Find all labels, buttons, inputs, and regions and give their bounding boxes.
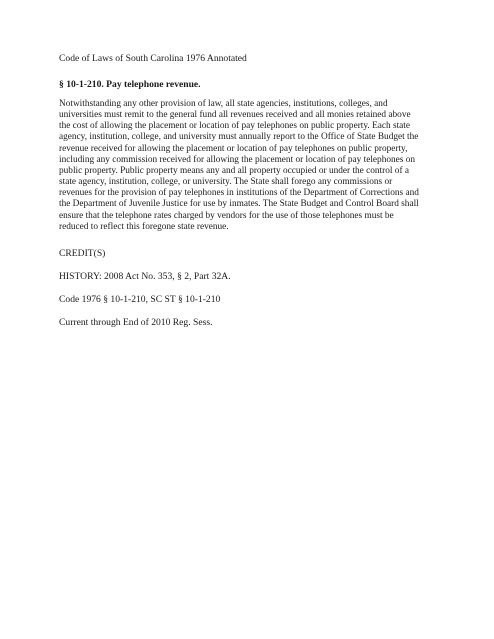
statute-body-line: Notwithstanding any other provision of law, all state agencies, institutions, colleges, and xyxy=(59,99,388,109)
history-line: HISTORY: 2008 Act No. 353, § 2, Part 32A. xyxy=(59,270,231,282)
statute-body xyxy=(59,99,439,233)
statute-body-line: the cost of allowing the placement or location of pay telephones on public property. Each state xyxy=(59,121,411,132)
statute-body-line: state agency, institution, college, or university. The State shall forego any commissions or xyxy=(59,177,393,188)
statute-body-line: agency, institution, college, and university must annually report to the Office of State Budget the xyxy=(59,132,419,143)
statute-body-line: the Department of Juvenile Justice for use by inmates. The State Budget and Control Board shall xyxy=(59,199,419,210)
section-title: § 10-1-210. Pay telephone revenue. xyxy=(59,79,201,90)
document-page xyxy=(59,53,439,340)
code-reference: Code 1976 § 10-1-210, SC ST § 10-1-210 xyxy=(59,293,221,305)
statute-body-line: revenue received for allowing the placement or location of pay telephones on public property, xyxy=(59,143,408,154)
statute-body-line: public property. Public property means any and all property occupied or under the control of a xyxy=(59,165,409,176)
document-header: Code of Laws of South Carolina 1976 Annotated xyxy=(59,53,247,64)
statute-body-line: reduced to reflect this foregone state revenue. xyxy=(59,221,229,232)
statute-body-line: revenues for the provision of pay telephones in institutions of the Department of Corrections and xyxy=(59,188,419,199)
currency-note: Current through End of 2010 Reg. Sess. xyxy=(59,316,213,328)
statute-body-line: ensure that the telephone rates charged by vendors for the use of those telephones must be xyxy=(59,210,394,221)
statute-body-line: universities must remit to the general fund all revenues received and all monies retained above xyxy=(59,110,411,121)
credits-label: CREDIT(S) xyxy=(59,247,106,259)
statute-body-line: including any commission received for allowing the placement or location of pay telephones on xyxy=(59,154,416,165)
